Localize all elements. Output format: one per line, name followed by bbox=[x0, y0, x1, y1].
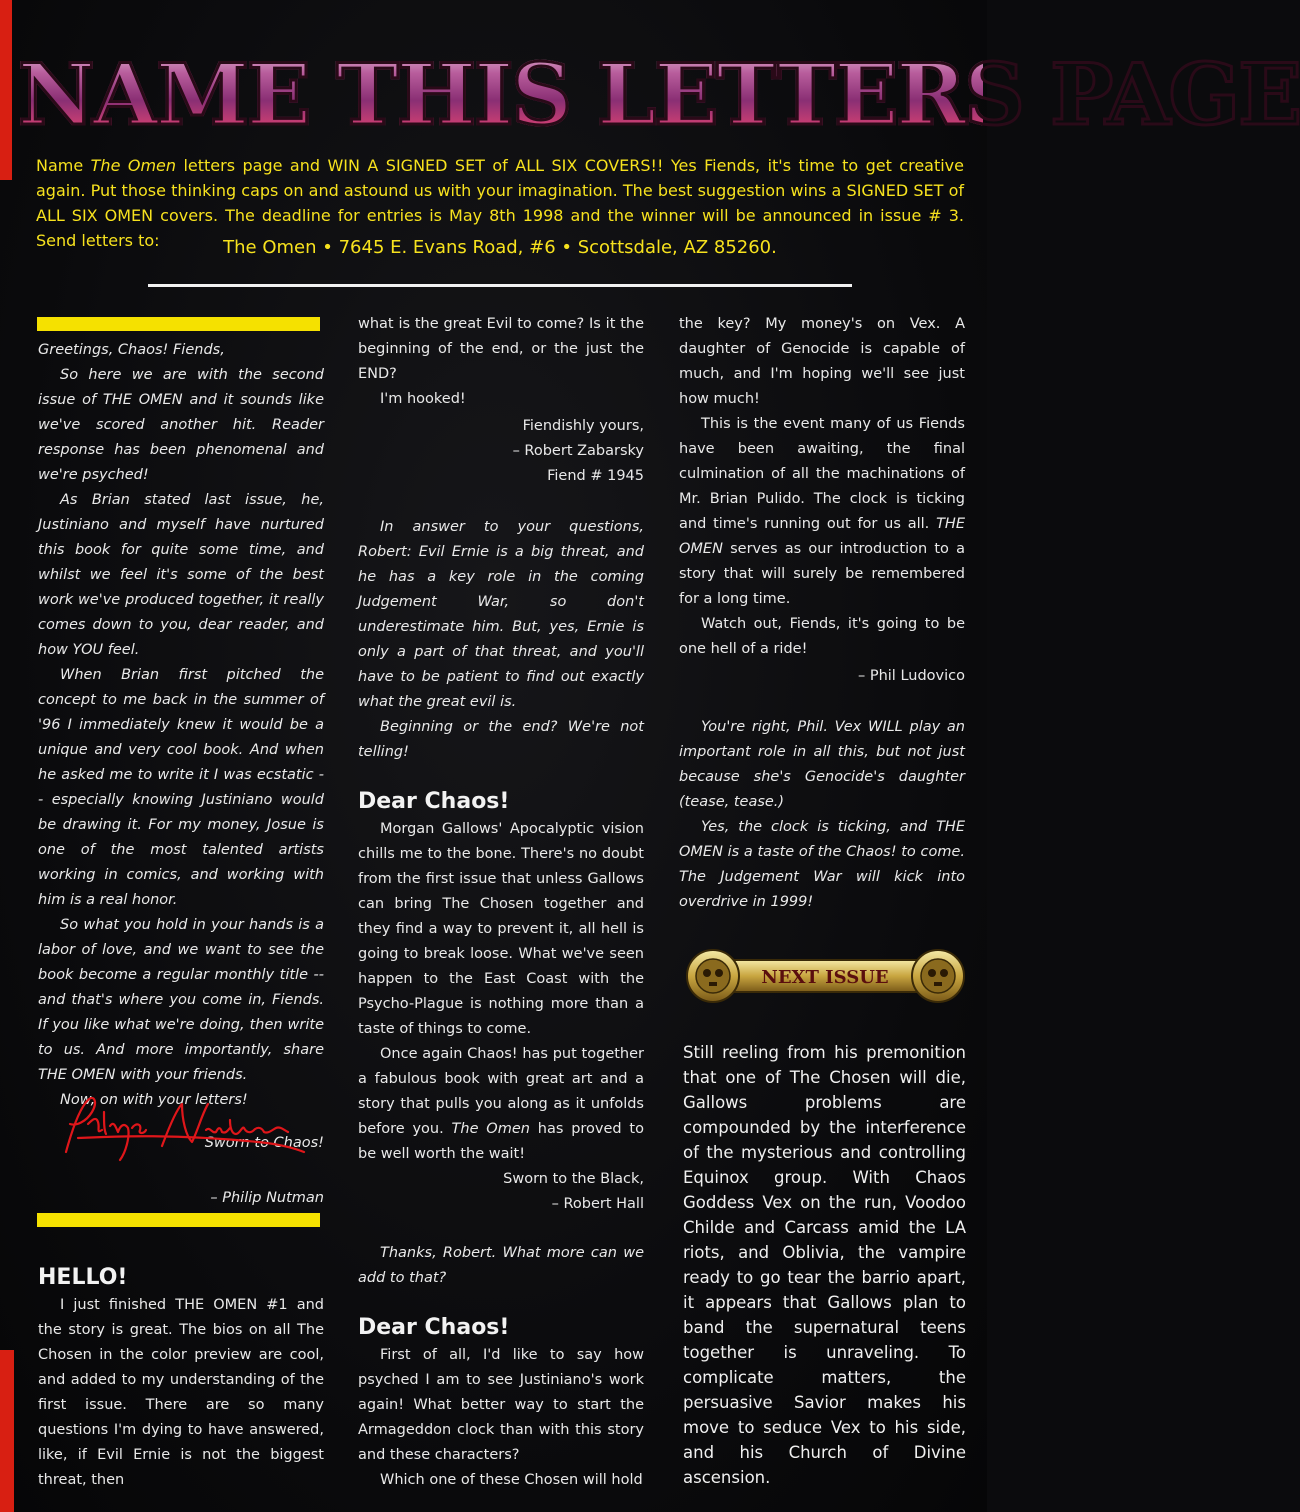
editor-reply: You're right, Phil. Vex WILL play an important role in all this, but not just because she's Genocide's daughter (tease, tease.) bbox=[679, 719, 965, 810]
letter-body: Watch out, Fiends, it's going to be one hell of a ride! bbox=[679, 616, 965, 657]
right-skull-disc-icon bbox=[912, 950, 964, 1002]
page-title: NAME THIS LETTERS PAGE bbox=[18, 40, 983, 150]
letter-author: – Robert Zabarsky bbox=[512, 443, 644, 459]
letter-heading: Dear Chaos! bbox=[358, 789, 510, 814]
editor-reply: Yes, the clock is ticking, and THE OMEN is a taste of the Chaos! to come. The Judgement War will kick into overdrive in 1999! bbox=[679, 819, 965, 910]
letter-continuation: the key? My money's on Vex. A daughter of Genocide is capable of much, and I'm hoping we'll see just how much! bbox=[679, 316, 965, 407]
letter-body: Which one of these Chosen will hold bbox=[380, 1472, 643, 1488]
red-edge-top bbox=[0, 0, 12, 180]
editor-reply: In answer to your questions, Robert: Evil Ernie is a big threat, and he has a key role in the coming Judgement War, so don't underestimate him. But, yes, Ernie is only a part of that threat, and you'll have to be patient to find out exactly what the great evil is. bbox=[358, 519, 644, 710]
editor-reply: Thanks, Robert. What more can we add to that? bbox=[358, 1245, 644, 1286]
editorial-paragraph: When Brian first pitched the concept to me back in the summer of '96 I immediately knew it would be a unique and very cool book. And when he asked me to write it I was ecstatic -- especially knowing Justiniano would be drawing it. For my money, Josue is one of the most talented artists working in comics, and working with him is a real honor. bbox=[38, 667, 324, 908]
intro-omen-title: The Omen bbox=[90, 156, 177, 175]
letter-body bbox=[358, 1042, 644, 1167]
editorial-sworn: Sworn to Chaos! bbox=[204, 1135, 324, 1151]
letter-author: – Phil Ludovico bbox=[857, 668, 965, 684]
next-issue-label: NEXT ISSUE bbox=[761, 967, 889, 988]
editorial-greeting: Greetings, Chaos! Fiends, bbox=[38, 342, 225, 358]
column-1-editorial bbox=[38, 338, 324, 1156]
letter-body: First of all, I'd like to say how psyched I am to see Justiniano's work again! What better way to start the Armageddon clock than with this story and these characters? bbox=[358, 1347, 644, 1463]
editorial-paragraph: As Brian stated last issue, he, Justiniano and myself have nurtured this book for quite some time, and whilst we feel it's some of the best work we've produced together, it really comes down to you, dear reader, and how YOU feel. bbox=[38, 492, 324, 658]
letter-body-text: Once again Chaos! has put together a fabulous book with great art and a story that pulls you along as it unfolds before you. bbox=[358, 1046, 644, 1137]
intro-text-1: Name bbox=[36, 156, 91, 175]
yellow-bar-bottom bbox=[37, 1213, 320, 1227]
letter-body-text: serves as our introduction to a story that will surely be remembered for a long time. bbox=[679, 541, 965, 607]
editorial-signoff-block bbox=[38, 1186, 324, 1211]
next-issue-badge bbox=[683, 946, 968, 1006]
column-2 bbox=[358, 312, 644, 1493]
yellow-bar-top bbox=[37, 317, 320, 331]
letter-author: – Robert Hall bbox=[551, 1196, 644, 1212]
editorial-paragraph: Now, on with your letters! bbox=[60, 1092, 248, 1108]
letter-signoff: Sworn to the Black, bbox=[503, 1171, 644, 1187]
editorial-signoff: – Philip Nutman bbox=[210, 1190, 324, 1206]
editorial-paragraph: So here we are with the second issue of THE OMEN and it sounds like we've scored another hit. Reader response has been phenomenal and we're psyched! bbox=[38, 367, 324, 483]
philip-nutman-signature bbox=[58, 1090, 308, 1170]
letter-hello bbox=[38, 1263, 324, 1493]
divider-rule bbox=[148, 284, 852, 287]
column-3 bbox=[679, 312, 965, 915]
letter-body bbox=[679, 412, 965, 612]
letter-body: Morgan Gallows' Apocalyptic vision chills me to the bone. There's no doubt from the first issue that unless Gallows can bring The Chosen together and they find a way to prevent it, all hell is going to break loose. What we've seen happen to the East Coast with the Psycho-Plague is nothing more than a taste of things to come. bbox=[358, 821, 644, 1037]
intro-text-2: letters page and WIN A SIGNED SET of ALL SIX COVERS!! Yes Fiends, it's time to get creative again. Put those thinking caps on and astound us with your imagination. The best suggestion wins a SIGNED SET of ALL SIX OMEN covers. The deadline for entries is May 8th 1998 and the winner will be announced in issue # 3. Send letters to: bbox=[36, 156, 964, 250]
letter-continuation: what is the great Evil to come? Is it the beginning of the end, or the just the END? bbox=[358, 316, 644, 382]
letter-signoff: Fiendishly yours, bbox=[522, 418, 644, 434]
editorial-paragraph: So what you hold in your hands is a labor of love, and we want to see the book become a regular monthly title -- and that's where you come in, Fiends. If you like what we're doing, then write to us. And more importantly, share THE OMEN with your friends. bbox=[38, 917, 324, 1083]
left-skull-disc-icon bbox=[687, 950, 739, 1002]
letter-body: I just finished THE OMEN #1 and the story is great. The bios on all The Chosen in the color preview are cool, and added to my understanding of the first issue. There are so many questions I'm dying to have answered, like, if Evil Ernie is not the biggest threat, then bbox=[38, 1297, 324, 1488]
letter-heading: HELLO! bbox=[38, 1265, 128, 1290]
editor-reply: Beginning or the end? We're not telling! bbox=[358, 719, 644, 760]
omen-title: The Omen bbox=[451, 1121, 530, 1137]
letter-fiend-number: Fiend # 1945 bbox=[547, 468, 644, 484]
mailing-address: The Omen • 7645 E. Evans Road, #6 • Scottsdale, AZ 85260. bbox=[223, 237, 777, 258]
next-issue-synopsis: Still reeling from his premonition that one of The Chosen will die, Gallows problems are compounded by the interference of the mysterious and controlling Equinox group. With Chaos Goddess Vex on the run, Voodoo Childe and Carcass amid the LA riots, and Oblivia, the vampire ready to go tear the barrio apart, it appears that Gallows plan to band the supernatural teens together is unraveling. To complicate matters, the persuasive Savior makes his move to seduce Vex to his side, and his Church of Divine ascension. bbox=[683, 1043, 966, 1487]
letter-line: I'm hooked! bbox=[380, 391, 466, 407]
red-edge-bottom bbox=[0, 1350, 14, 1512]
letter-body-text: This is the event many of us Fiends have been awaiting, the final culmination of all the machinations of Mr. Brian Pulido. The clock is ticking and time's running out for us all. bbox=[679, 416, 965, 532]
letter-body-text: has proved to be well worth the wait! bbox=[358, 1121, 644, 1162]
omen-title: THE OMEN bbox=[679, 516, 965, 557]
letter-heading: Dear Chaos! bbox=[358, 1315, 510, 1340]
